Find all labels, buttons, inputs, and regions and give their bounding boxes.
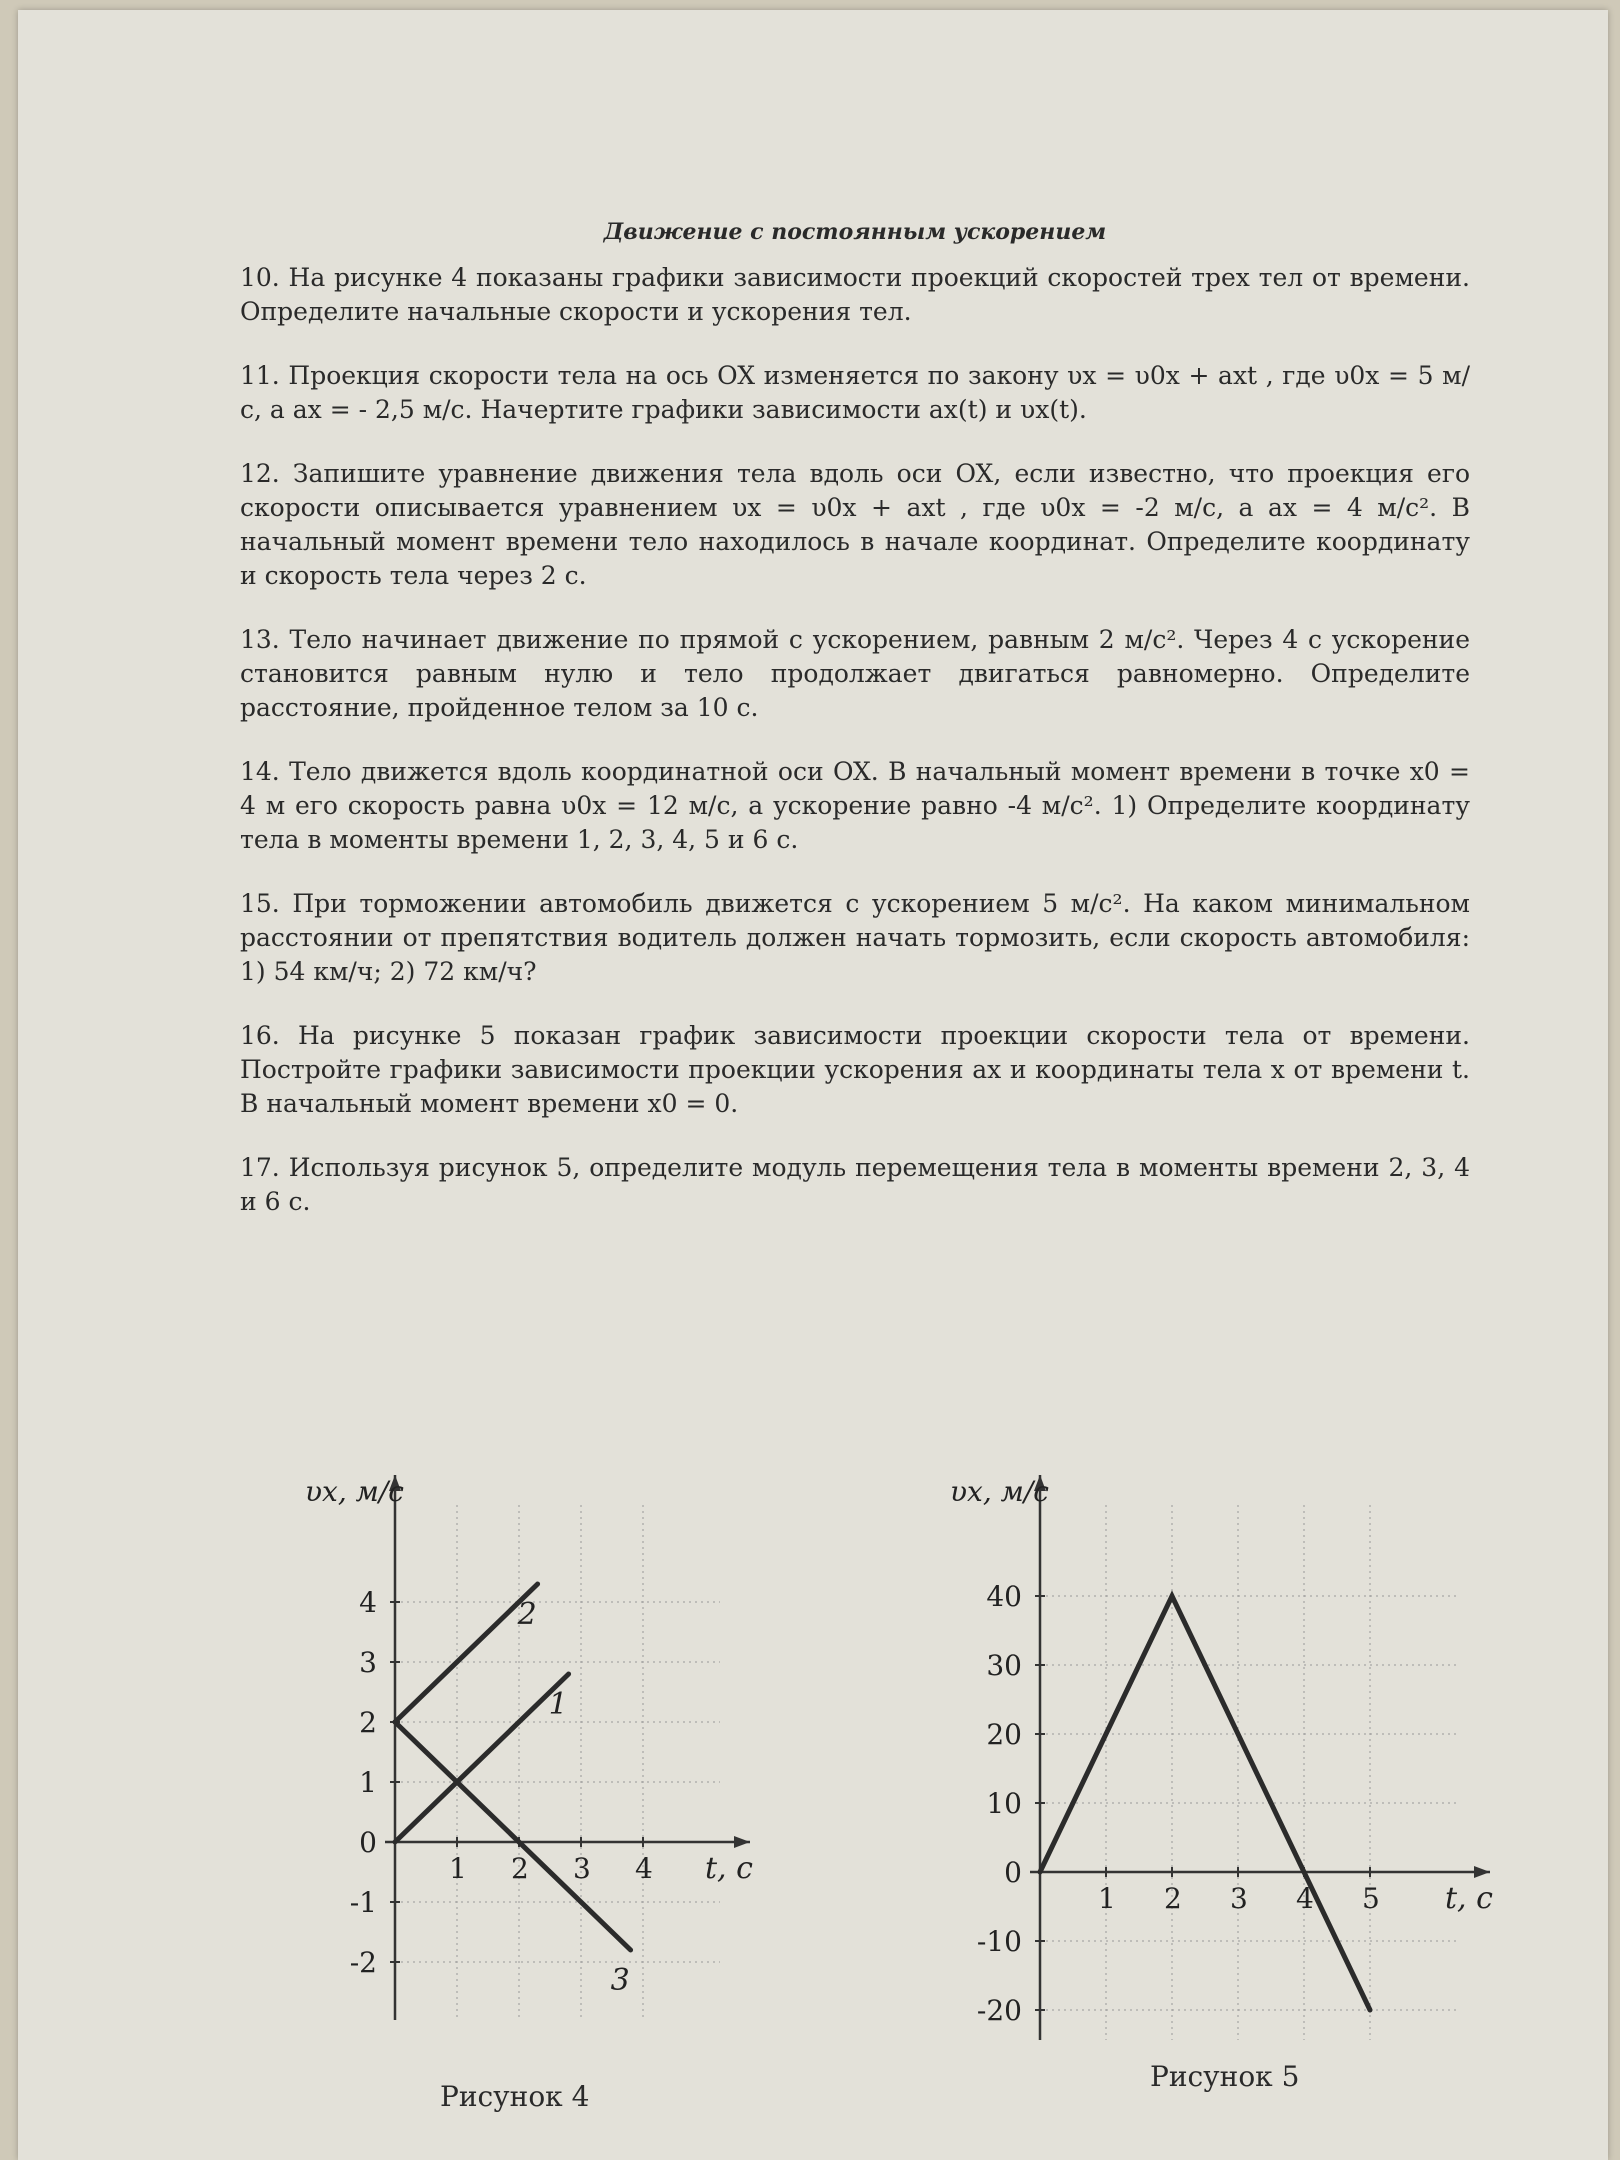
problem-text: Тело движется вдоль координатной оси OX. В начальный момент времени в точке x0 = 4 м его скорость равна υ0x = 12 м/с, а ускорение равно -4 м/с². 1) Определите координату тела в моменты времени 1, 2, 3, 4, 5 и 6 с. xyxy=(240,757,1470,854)
problem-text: Тело начинает движение по прямой с ускорением, равным 2 м/с². Через 4 с ускорение становится равным нулю и тело продолжает двигаться равномерно. Определите расстояние, пройденное телом за 10 с. xyxy=(240,625,1471,722)
y-tick-label: 4 xyxy=(359,1586,377,1619)
problem-13 xyxy=(240,623,1470,725)
x-tick-label: 4 xyxy=(635,1852,653,1885)
x-tick-label: 3 xyxy=(573,1852,591,1885)
problem-text: Проекция скорости тела на ось OX изменяется по закону υx = υ0x + axt , где υ0x = 5 м/с, а ax = - 2,5 м/с. Начертите графики зависимости ax(t) и υx(t). xyxy=(240,361,1470,424)
figure-4 xyxy=(270,1440,790,2044)
figure-5 xyxy=(900,1440,1520,2044)
problem-14 xyxy=(240,755,1470,857)
y-tick-label: 2 xyxy=(359,1706,377,1739)
y-tick-label: -20 xyxy=(976,1994,1022,2027)
y-axis-label: υx, м/с xyxy=(305,1475,404,1508)
problem-number: 17. xyxy=(240,1153,280,1182)
problem-11 xyxy=(240,359,1470,427)
y-tick-label: 10 xyxy=(986,1787,1022,1820)
problem-12 xyxy=(240,457,1470,593)
series-label-3: 3 xyxy=(610,1963,630,1998)
series-line-2 xyxy=(395,1584,538,1722)
problem-number: 11. xyxy=(240,361,280,390)
x-tick-label: 1 xyxy=(1098,1882,1116,1915)
problem-number: 14. xyxy=(240,757,280,786)
y-tick-label: 30 xyxy=(986,1649,1022,1682)
figures-area xyxy=(0,1420,1620,2160)
y-tick-label: -10 xyxy=(976,1925,1022,1958)
worksheet-content xyxy=(240,215,1470,1249)
x-tick-label: 2 xyxy=(511,1852,529,1885)
problem-17 xyxy=(240,1151,1470,1219)
x-tick-label: 4 xyxy=(1296,1882,1314,1915)
x-axis-label: t, с xyxy=(1445,1881,1493,1916)
figure-4-caption: Рисунок 4 xyxy=(440,2080,590,2113)
figure-5-chart xyxy=(900,1440,1520,2040)
y-tick-label: -1 xyxy=(349,1886,377,1919)
x-tick-label: 1 xyxy=(449,1852,467,1885)
series-label-1: 1 xyxy=(548,1687,568,1722)
y-tick-label: -2 xyxy=(349,1946,377,1979)
y-tick-label: 40 xyxy=(986,1580,1022,1613)
problem-text: На рисунке 4 показаны графики зависимости проекций скоростей трех тел от времени. Определите начальные скорости и ускорения тел. xyxy=(240,263,1470,326)
y-tick-label: 1 xyxy=(359,1766,377,1799)
x-tick-label: 2 xyxy=(1164,1882,1182,1915)
problem-number: 15. xyxy=(240,889,280,918)
y-tick-label: 0 xyxy=(1004,1856,1022,1889)
problem-number: 13. xyxy=(240,625,280,654)
problem-text: При торможении автомобиль движется с ускорением 5 м/с². На каком минимальном расстоянии от препятствия водитель должен начать тормозить, если скорость автомобиля: 1) 54 км/ч; 2) 72 км/ч? xyxy=(240,889,1471,986)
x-tick-label: 3 xyxy=(1230,1882,1248,1915)
x-tick-label: 5 xyxy=(1362,1882,1380,1915)
problem-16 xyxy=(240,1019,1470,1121)
x-axis-arrow xyxy=(734,1836,750,1848)
y-axis-label: υx, м/с xyxy=(950,1475,1049,1508)
section-title: Движение с постоянным ускорением xyxy=(603,219,1107,245)
series-line-3 xyxy=(395,1722,631,1950)
figure-4-chart xyxy=(270,1440,790,2040)
figure-5-caption: Рисунок 5 xyxy=(1150,2060,1300,2093)
problem-text: На рисунке 5 показан график зависимости проекции скорости тела от времени. Постройте графики зависимости проекции ускорения ax и координаты тела x от времени t. В начальный момент времени x0 = 0. xyxy=(240,1021,1470,1118)
problem-number: 16. xyxy=(240,1021,280,1050)
x-axis-label: t, с xyxy=(705,1851,753,1886)
problem-number: 12. xyxy=(240,459,280,488)
y-tick-label: 20 xyxy=(986,1718,1022,1751)
series-label-2: 2 xyxy=(517,1597,537,1632)
problem-10 xyxy=(240,261,1470,329)
problem-number: 10. xyxy=(240,263,280,292)
problem-text: Запишите уравнение движения тела вдоль оси OX, если известно, что проекция его скорости описывается уравнением υx = υ0x + axt , где υ0x = -2 м/с, а ax = 4 м/с². В начальный момент времени тело находилось в начале координат. Определите координату и скорость тела через 2 с. xyxy=(240,459,1470,590)
x-axis-arrow xyxy=(1474,1866,1490,1878)
y-tick-label: 0 xyxy=(359,1826,377,1859)
y-tick-label: 3 xyxy=(359,1646,377,1679)
problem-15 xyxy=(240,887,1470,989)
problem-text: Используя рисунок 5, определите модуль перемещения тела в моменты времени 2, 3, 4 и 6 с. xyxy=(240,1153,1471,1216)
